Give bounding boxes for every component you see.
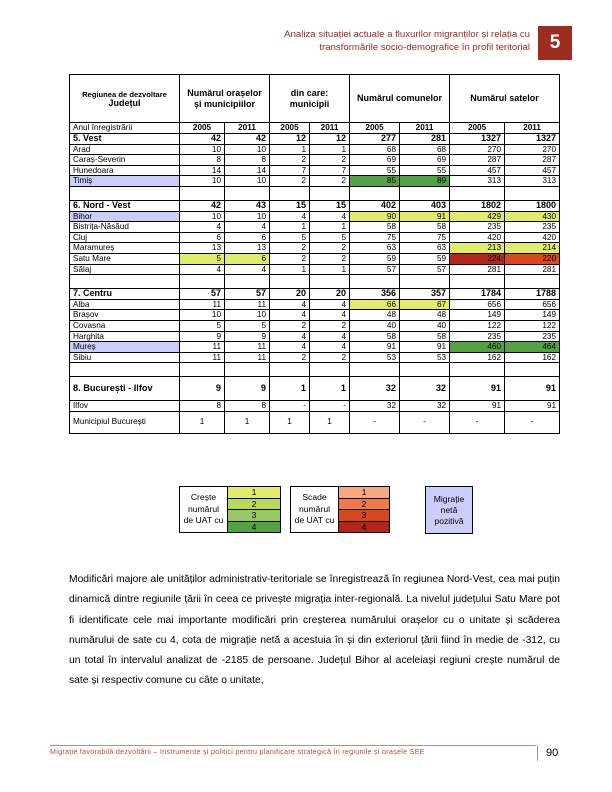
- spacer-cell: [180, 275, 225, 289]
- table-header-row: [70, 75, 560, 123]
- value-cell: 75: [400, 232, 450, 243]
- value-cell: 1: [270, 411, 310, 433]
- spacer-cell: [225, 363, 270, 377]
- value-cell: 4: [270, 310, 310, 321]
- value-cell: 1: [225, 411, 270, 433]
- value-cell: 5: [225, 320, 270, 331]
- value-cell: 6: [225, 253, 270, 264]
- spacer-cell: [180, 363, 225, 377]
- value-cell: 48: [350, 310, 400, 321]
- value-cell: 40: [400, 320, 450, 331]
- value-cell: 149: [505, 310, 560, 321]
- row-name: 8. București - Ilfov: [70, 377, 180, 401]
- value-cell: 59: [400, 253, 450, 264]
- value-cell: 464: [505, 342, 560, 353]
- value-cell: 1327: [505, 134, 560, 145]
- spacer-cell: [450, 363, 505, 377]
- value-cell: 32: [400, 401, 450, 412]
- value-cell: 91: [400, 211, 450, 222]
- value-cell: 57: [180, 289, 225, 300]
- spacer-cell: [310, 186, 350, 200]
- value-cell: 2: [310, 176, 350, 187]
- legend-increase-1: 1: [228, 487, 281, 499]
- uat-table: [69, 74, 560, 434]
- value-cell: 1784: [450, 289, 505, 300]
- year-cell: 2011: [505, 123, 560, 134]
- value-cell: 55: [400, 165, 450, 176]
- spacer-cell: [400, 363, 450, 377]
- legend-increase: [179, 486, 281, 533]
- value-cell: 4: [310, 299, 350, 310]
- value-cell: 9: [225, 331, 270, 342]
- spacer-cell: [70, 186, 180, 200]
- spacer-cell: [350, 363, 400, 377]
- value-cell: 10: [225, 211, 270, 222]
- value-cell: 2: [310, 155, 350, 166]
- value-cell: 4: [270, 299, 310, 310]
- value-cell: 6: [225, 232, 270, 243]
- spacer-cell: [310, 275, 350, 289]
- county-row: [70, 411, 560, 433]
- value-cell: 1: [310, 411, 350, 433]
- value-cell: 20: [270, 289, 310, 300]
- value-cell: 11: [225, 299, 270, 310]
- value-cell: 235: [505, 222, 560, 233]
- spacer-cell: [225, 186, 270, 200]
- value-cell: 11: [180, 342, 225, 353]
- value-cell: 357: [400, 289, 450, 300]
- value-cell: 4: [270, 211, 310, 222]
- value-cell: 2: [310, 243, 350, 254]
- value-cell: -: [310, 401, 350, 412]
- value-cell: 162: [450, 352, 505, 363]
- value-cell: 4: [180, 264, 225, 275]
- value-cell: 42: [180, 200, 225, 211]
- value-cell: 2: [310, 253, 350, 264]
- spacer-cell: [505, 363, 560, 377]
- value-cell: 48: [400, 310, 450, 321]
- spacer-cell: [450, 275, 505, 289]
- row-name: 7. Centru: [70, 289, 180, 300]
- value-cell: 656: [450, 299, 505, 310]
- body-paragraph: Modificări majore ale unităților administrativ-teritoriale se înregistrează în regiunea Nord-Vest, cea mai puțin dinamică dintre regiunile țării în ceea ce privește migrația inter-regională. La nivelul județului Satu Mare pot fi identificate cele mai importante modificări prin creșterea numărului orașelor cu o unitate și scăderea numărului de sate cu 4, cota de migrație netă a acestuia în și din exteriorul țării fiind în medie de -312, cu un total în intervalul analizat de -2185 de persoane. Județul Bihor al aceleiași regiuni crește numărul de sate și respectiv comune cu câte o unitate,: [69, 574, 560, 687]
- row-name: Maramureș: [70, 243, 180, 254]
- value-cell: 4: [225, 222, 270, 233]
- spacer-cell: [450, 186, 505, 200]
- spacer-cell: [270, 275, 310, 289]
- value-cell: 5: [180, 253, 225, 264]
- value-cell: 67: [400, 299, 450, 310]
- value-cell: 59: [350, 253, 400, 264]
- region-row: [70, 134, 560, 145]
- value-cell: 9: [180, 377, 225, 401]
- value-cell: 1788: [505, 289, 560, 300]
- value-cell: 4: [270, 342, 310, 353]
- value-cell: -: [450, 411, 505, 433]
- legend-net-migration: Migrație netă pozitivă: [425, 486, 473, 534]
- value-cell: 69: [400, 155, 450, 166]
- value-cell: 281: [450, 264, 505, 275]
- value-cell: 1: [310, 377, 350, 401]
- value-cell: 40: [350, 320, 400, 331]
- value-cell: 10: [225, 144, 270, 155]
- value-cell: 91: [505, 401, 560, 412]
- county-row: [70, 264, 560, 275]
- value-cell: 91: [450, 377, 505, 401]
- value-cell: 91: [400, 342, 450, 353]
- spacer-row: [70, 275, 560, 289]
- value-cell: 1: [310, 264, 350, 275]
- value-cell: 460: [450, 342, 505, 353]
- value-cell: 122: [505, 320, 560, 331]
- page-number: 90: [537, 745, 558, 761]
- value-cell: 287: [450, 155, 505, 166]
- value-cell: 66: [350, 299, 400, 310]
- spacer-cell: [400, 186, 450, 200]
- value-cell: 91: [350, 342, 400, 353]
- spacer-cell: [505, 275, 560, 289]
- value-cell: 430: [505, 211, 560, 222]
- year-cell: 2005: [450, 123, 505, 134]
- value-cell: 270: [450, 144, 505, 155]
- value-cell: 55: [350, 165, 400, 176]
- value-cell: 10: [225, 310, 270, 321]
- year-label: Anul înregistrării: [70, 123, 180, 134]
- value-cell: 1: [180, 411, 225, 433]
- row-name: Municipiul București: [70, 411, 180, 433]
- value-cell: 429: [450, 211, 505, 222]
- value-cell: 403: [400, 200, 450, 211]
- value-cell: 1327: [450, 134, 505, 145]
- row-name: Caraș-Severin: [70, 155, 180, 166]
- value-cell: 8: [225, 155, 270, 166]
- municipii-column-header: din care: municipii: [270, 75, 350, 123]
- value-cell: 281: [400, 134, 450, 145]
- value-cell: -: [350, 411, 400, 433]
- value-cell: 1: [310, 222, 350, 233]
- value-cell: 10: [180, 176, 225, 187]
- value-cell: 2: [270, 176, 310, 187]
- row-name: Satu Mare: [70, 253, 180, 264]
- value-cell: 91: [450, 401, 505, 412]
- value-cell: 53: [400, 352, 450, 363]
- value-cell: 656: [505, 299, 560, 310]
- legend-decrease-label: Scade numărul de UAT cu: [291, 487, 339, 533]
- county-row: [70, 165, 560, 176]
- value-cell: 213: [450, 243, 505, 254]
- footer-text: Migrație favorabilă dezvoltării – Instrumente și politici pentru planificare strategică în regiunile și orașele SEE: [50, 745, 536, 756]
- value-cell: 10: [180, 211, 225, 222]
- value-cell: 13: [225, 243, 270, 254]
- region-row: [70, 200, 560, 211]
- value-cell: 10: [180, 310, 225, 321]
- value-cell: 4: [270, 331, 310, 342]
- spacer-cell: [400, 275, 450, 289]
- county-row: [70, 310, 560, 321]
- value-cell: 8: [225, 401, 270, 412]
- value-cell: 281: [505, 264, 560, 275]
- value-cell: 58: [350, 331, 400, 342]
- value-cell: 32: [350, 401, 400, 412]
- value-cell: -: [505, 411, 560, 433]
- county-row: [70, 320, 560, 331]
- row-name: Bihor: [70, 211, 180, 222]
- value-cell: 53: [350, 352, 400, 363]
- value-cell: 2: [310, 320, 350, 331]
- county-row: [70, 232, 560, 243]
- value-cell: 57: [400, 264, 450, 275]
- row-name: Cluj: [70, 232, 180, 243]
- value-cell: 15: [270, 200, 310, 211]
- value-cell: 162: [505, 352, 560, 363]
- year-cell: 2011: [225, 123, 270, 134]
- row-name: Arad: [70, 144, 180, 155]
- value-cell: 75: [350, 232, 400, 243]
- county-row: [70, 243, 560, 254]
- value-cell: 235: [450, 331, 505, 342]
- value-cell: 57: [225, 289, 270, 300]
- value-cell: 10: [180, 144, 225, 155]
- spacer-cell: [225, 275, 270, 289]
- value-cell: 149: [450, 310, 505, 321]
- sate-column-header: Numărul satelor: [450, 75, 560, 123]
- year-cell: 2005: [180, 123, 225, 134]
- row-name: Covasna: [70, 320, 180, 331]
- value-cell: 4: [180, 222, 225, 233]
- value-cell: 2: [270, 352, 310, 363]
- county-row: [70, 299, 560, 310]
- value-cell: 457: [505, 165, 560, 176]
- value-cell: 11: [225, 342, 270, 353]
- value-cell: 235: [450, 222, 505, 233]
- legend-decrease-1: 1: [339, 487, 390, 499]
- year-cell: 2005: [270, 123, 310, 134]
- year-cell: 2005: [350, 123, 400, 134]
- value-cell: -: [270, 401, 310, 412]
- spacer-cell: [505, 186, 560, 200]
- value-cell: 63: [350, 243, 400, 254]
- value-cell: 6: [180, 232, 225, 243]
- county-row: [70, 342, 560, 353]
- value-cell: 58: [400, 331, 450, 342]
- value-cell: 32: [400, 377, 450, 401]
- row-name: Timiș: [70, 176, 180, 187]
- value-cell: 2: [310, 352, 350, 363]
- spacer-cell: [350, 186, 400, 200]
- region-row: [70, 289, 560, 300]
- spacer-cell: [350, 275, 400, 289]
- row-name: Sălaj: [70, 264, 180, 275]
- value-cell: 63: [400, 243, 450, 254]
- value-cell: 4: [310, 342, 350, 353]
- value-cell: 457: [450, 165, 505, 176]
- value-cell: 12: [270, 134, 310, 145]
- value-cell: 122: [450, 320, 505, 331]
- county-row: [70, 352, 560, 363]
- value-cell: 68: [350, 144, 400, 155]
- value-cell: 42: [180, 134, 225, 145]
- row-name: Brașov: [70, 310, 180, 321]
- value-cell: 20: [310, 289, 350, 300]
- legend-decrease-2: 2: [339, 498, 390, 510]
- value-cell: 402: [350, 200, 400, 211]
- value-cell: 2: [270, 320, 310, 331]
- row-name: 6. Nord - Vest: [70, 200, 180, 211]
- county-row: [70, 144, 560, 155]
- header-line-2: transformările socio-demografice în profil teritorial: [319, 42, 530, 53]
- legend-decrease-3: 3: [339, 510, 390, 522]
- legend-increase-4: 4: [228, 521, 281, 533]
- value-cell: 224: [450, 253, 505, 264]
- value-cell: 313: [505, 176, 560, 187]
- value-cell: 1800: [505, 200, 560, 211]
- header-line-1: Analiza situației actuale a fluxurilor migranților și relația cu: [284, 29, 530, 40]
- value-cell: 214: [505, 243, 560, 254]
- value-cell: 91: [505, 377, 560, 401]
- value-cell: 313: [450, 176, 505, 187]
- spacer-cell: [70, 275, 180, 289]
- value-cell: 1: [270, 144, 310, 155]
- legend-increase-2: 2: [228, 498, 281, 510]
- value-cell: 9: [225, 377, 270, 401]
- value-cell: 42: [225, 134, 270, 145]
- value-cell: 277: [350, 134, 400, 145]
- row-name: Sibiu: [70, 352, 180, 363]
- value-cell: 2: [270, 253, 310, 264]
- value-cell: 270: [505, 144, 560, 155]
- value-cell: 356: [350, 289, 400, 300]
- county-row: [70, 155, 560, 166]
- legend-decrease: [290, 486, 390, 533]
- value-cell: 1: [270, 264, 310, 275]
- value-cell: -: [400, 411, 450, 433]
- row-name: Bistrița-Năsăud: [70, 222, 180, 233]
- value-cell: 8: [180, 401, 225, 412]
- value-cell: 420: [505, 232, 560, 243]
- value-cell: 8: [180, 155, 225, 166]
- legend-decrease-4: 4: [339, 521, 390, 533]
- value-cell: 4: [310, 211, 350, 222]
- county-row: [70, 211, 560, 222]
- value-cell: 11: [225, 352, 270, 363]
- value-cell: 69: [350, 155, 400, 166]
- row-name: 5. Vest: [70, 134, 180, 145]
- spacer-cell: [70, 363, 180, 377]
- value-cell: 1: [310, 144, 350, 155]
- value-cell: 1: [270, 377, 310, 401]
- legend-increase-label: Crește numărul de UAT cu: [180, 487, 228, 533]
- year-cell: 2011: [310, 123, 350, 134]
- county-row: [70, 401, 560, 412]
- year-cell: 2011: [400, 123, 450, 134]
- county-row: [70, 331, 560, 342]
- county-row: [70, 222, 560, 233]
- value-cell: 220: [505, 253, 560, 264]
- value-cell: 68: [400, 144, 450, 155]
- value-cell: 13: [180, 243, 225, 254]
- value-cell: 32: [350, 377, 400, 401]
- running-header: [200, 28, 530, 54]
- value-cell: 57: [350, 264, 400, 275]
- spacer-cell: [180, 186, 225, 200]
- value-cell: 235: [505, 331, 560, 342]
- value-cell: 9: [180, 331, 225, 342]
- value-cell: 10: [225, 176, 270, 187]
- value-cell: 14: [225, 165, 270, 176]
- spacer-cell: [270, 186, 310, 200]
- value-cell: 14: [180, 165, 225, 176]
- value-cell: 4: [225, 264, 270, 275]
- value-cell: 15: [310, 200, 350, 211]
- row-name: Harghita: [70, 331, 180, 342]
- value-cell: 4: [310, 310, 350, 321]
- county-row: [70, 253, 560, 264]
- value-cell: 89: [400, 176, 450, 187]
- value-cell: 1: [270, 222, 310, 233]
- value-cell: 420: [450, 232, 505, 243]
- year-row: [70, 123, 560, 134]
- chapter-number-badge: 5: [538, 26, 572, 60]
- comune-column-header: Numărul comunelor: [350, 75, 450, 123]
- value-cell: 58: [350, 222, 400, 233]
- value-cell: 43: [225, 200, 270, 211]
- county-row: [70, 176, 560, 187]
- value-cell: 11: [180, 352, 225, 363]
- row-name: Mureș: [70, 342, 180, 353]
- value-cell: 5: [310, 232, 350, 243]
- value-cell: 2: [270, 243, 310, 254]
- value-cell: 58: [400, 222, 450, 233]
- region-column-header: Regiunea de dezvoltare Județul: [70, 75, 180, 123]
- orase-column-header: Numărul orașelor și municipiilor: [180, 75, 270, 123]
- spacer-row: [70, 186, 560, 200]
- spacer-cell: [310, 363, 350, 377]
- spacer-row: [70, 363, 560, 377]
- spacer-cell: [270, 363, 310, 377]
- value-cell: 4: [310, 331, 350, 342]
- value-cell: 90: [350, 211, 400, 222]
- region-row: [70, 377, 560, 401]
- value-cell: 5: [180, 320, 225, 331]
- value-cell: 5: [270, 232, 310, 243]
- legend-increase-3: 3: [228, 510, 281, 522]
- value-cell: 1802: [450, 200, 505, 211]
- row-name: Ilfov: [70, 401, 180, 412]
- value-cell: 11: [180, 299, 225, 310]
- value-cell: 12: [310, 134, 350, 145]
- row-name: Hunedoara: [70, 165, 180, 176]
- row-name: Alba: [70, 299, 180, 310]
- value-cell: 7: [310, 165, 350, 176]
- value-cell: 7: [270, 165, 310, 176]
- value-cell: 287: [505, 155, 560, 166]
- value-cell: 2: [270, 155, 310, 166]
- value-cell: 85: [350, 176, 400, 187]
